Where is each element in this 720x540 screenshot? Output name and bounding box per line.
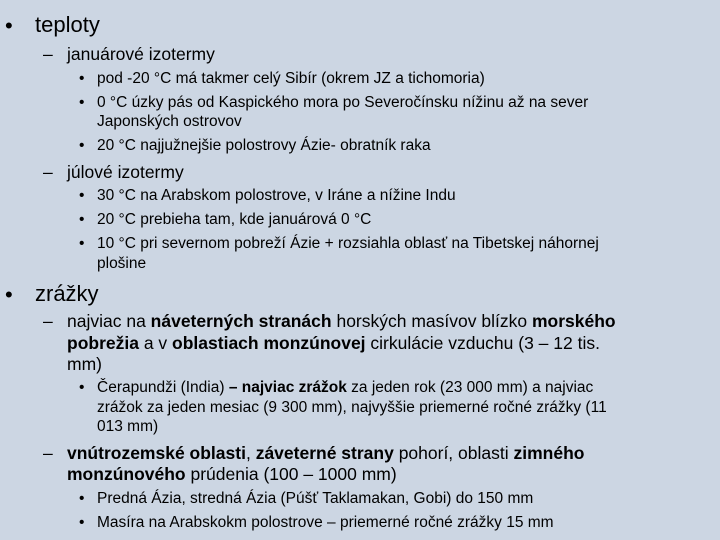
jan-item-3: 20 °C najjužnejšie polostrovy Ázie- obratník raka xyxy=(97,137,431,154)
jul-item-3-cont: plošine xyxy=(97,255,147,272)
cher-line-3: 013 mm) xyxy=(97,418,159,435)
jan-item-2-cont: Japonských ostrovov xyxy=(97,113,242,130)
subheading-julove: júlové izotermy xyxy=(67,162,184,182)
most-line-3: mm) xyxy=(67,354,102,374)
heading-teploty: teploty xyxy=(35,12,100,37)
bullet-jan-2: • xyxy=(79,94,85,111)
jul-item-1: 30 °C na Arabskom polostrove, v Iráne a nížine Indu xyxy=(97,187,456,204)
cher-line-1: Čerapundži (India) – najviac zrážok za jeden rok (23 000 mm) a najviac xyxy=(97,379,594,396)
least-item-2: Masíra na Arabskokm polostrove – priemerné ročné zrážky 15 mm xyxy=(97,514,554,531)
jul-item-2: 20 °C prebieha tam, kde januárová 0 °C xyxy=(97,211,372,228)
bullet-jul-1: • xyxy=(79,187,85,204)
dash-vnutrozemske: – xyxy=(43,443,53,463)
dash-najviac: – xyxy=(43,311,53,331)
bullet-cherapundzi: • xyxy=(79,379,85,396)
bullet-zrazky: • xyxy=(5,282,13,307)
bullet-least-2: • xyxy=(79,514,85,531)
least-line-2: monzúnového prúdenia (100 – 1000 mm) xyxy=(67,464,397,484)
least-line-1: vnútrozemské oblasti, záveterné strany pohorí, oblasti zimného xyxy=(67,443,585,463)
dash-julove: – xyxy=(43,162,53,182)
most-line-1: najviac na náveterných stranách horských masívov blízko morského xyxy=(67,311,616,331)
bullet-teploty: • xyxy=(5,13,13,38)
heading-zrazky: zrážky xyxy=(35,281,99,306)
most-line-2: pobrežia a v oblastiach monzúnovej cirkulácie vzduchu (3 – 12 tis. xyxy=(67,333,600,353)
least-item-1: Predná Ázia, stredná Ázia (Púšť Taklamakan, Gobi) do 150 mm xyxy=(97,490,534,507)
jan-item-1: pod -20 °C má takmer celý Sibír (okrem JZ a tichomoria) xyxy=(97,70,485,87)
bullet-jan-1: • xyxy=(79,70,85,87)
jul-item-3: 10 °C pri severnom pobreží Ázie + rozsiahla oblasť na Tibetskej náhornej xyxy=(97,235,599,252)
bullet-jan-3: • xyxy=(79,137,85,154)
bullet-jul-3: • xyxy=(79,235,85,252)
bullet-least-1: • xyxy=(79,490,85,507)
cher-line-2: zrážok za jeden mesiac (9 300 mm), najvyššie priemerné ročné zrážky (11 xyxy=(97,399,607,416)
jan-item-2: 0 °C úzky pás od Kaspického mora po Severočínsku nížinu až na sever xyxy=(97,94,589,111)
bullet-jul-2: • xyxy=(79,211,85,228)
subheading-januarove: januárové izotermy xyxy=(67,44,215,64)
dash-januarove: – xyxy=(43,44,53,64)
